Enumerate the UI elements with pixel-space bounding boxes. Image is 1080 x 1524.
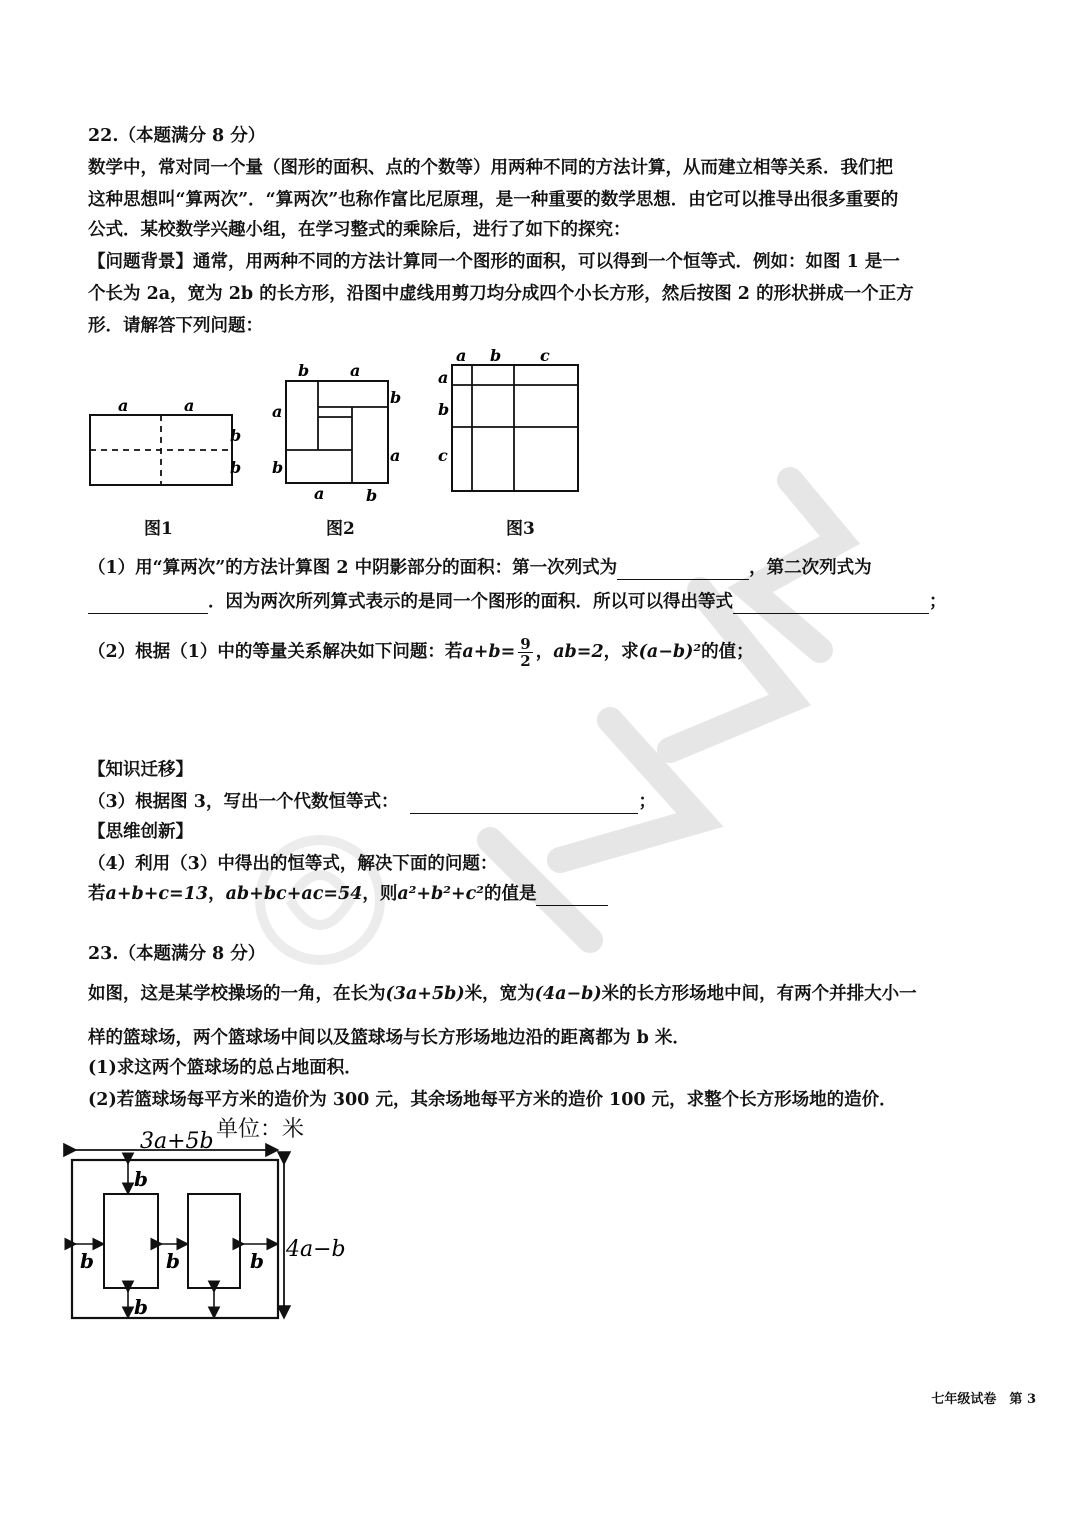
fig3-label-c-left: c [438,446,448,465]
knowledge-transfer-title: 【知识迁移】 [88,760,193,780]
q22-background-line-2: 个长为 2a，宽为 2b 的长方形，沿图中虚线用剪刀均分成四个小长方形，然后按图 2 的形状拼成一个正方 [88,284,914,304]
q23-width-expr: (4a−b) [534,984,602,1004]
q23-b-right: b [250,1249,264,1273]
fig3-label-b-left: b [438,400,450,419]
q22-intro-line-2: 这种思想叫“算两次”．“算两次”也称作富比尼原理，是一种重要的数学思想．由它可以推导出很多重要的 [88,190,899,210]
basketball-court-left [104,1194,158,1288]
q22-part4-expr-sum: a+b+c=13 [105,884,209,904]
q23-field-diagram [60,1120,360,1330]
q22-part2-line [88,636,754,669]
q22-part1-answer-blank-1[interactable] [617,561,749,580]
q23-length-expr: (3a+5b) [385,984,465,1004]
q22-part4-expr-squares: a²+b²+c² [397,884,484,904]
q23-line1-text-c: 米的长方形场地中间，有两个并排大小一 [601,984,917,1004]
q22-part3-answer-blank[interactable] [410,795,638,814]
q22-part4-text-e: 的值是 [483,884,537,904]
q23-b-top: b [134,1167,148,1191]
fig3-label-a-left: a [438,368,449,387]
fig1-label-a-left: a [118,396,129,415]
q22-part2-text-a: （2）根据（1）中的等量关系解决如下问题：若 [88,642,463,662]
fig2-label-a-right: a [390,446,401,465]
q22-part2-expr-product: ab=2 [553,642,604,662]
q22-intro-line-3: 公式．某校数学兴趣小组，在学习整式的乘除后，进行了如下的探究： [88,220,631,240]
fraction-numerator: 9 [520,635,531,653]
fig1-label-a-right: a [184,396,195,415]
q22-part2-expr-sum: a+b= [462,642,516,662]
fraction-denominator: 2 [520,652,531,670]
fig2-label-a-left: a [272,402,283,421]
thinking-innovation-title: 【思维创新】 [88,822,193,842]
figure-2-diagram [272,361,401,505]
q22-part3-text: （3）根据图 3，写出一个代数恒等式： [88,792,399,812]
q22-part4-line2 [88,882,608,906]
q23-line-2: 样的篮球场，两个篮球场中间以及篮球场与长方形场地边沿的距离都为 b 米． [88,1028,690,1048]
q22-part1-answer-blank-2[interactable] [88,595,208,614]
fig2-label-b-left: b [272,458,284,477]
q23-line-1 [88,982,917,1006]
q22-part1-answer-blank-3[interactable] [733,595,929,614]
q22-background-line-3: 形．请解答下列问题： [88,316,263,336]
q22-part4-comma: ， [208,884,226,904]
q22-part1-end: ； [929,592,947,612]
fig2-label-b-bottom: b [366,486,378,505]
q23-line1-text-b: 米，宽为 [464,984,535,1004]
fig1-label-b-top: b [230,426,242,445]
q23-width-label: 3a+5b [140,1129,214,1154]
q22-part4-line1: （4）利用（3）中得出的恒等式，解决下面的问题： [88,854,498,874]
figure-1-caption: 图1 [144,519,173,539]
q22-part2-comma: ， [535,642,554,662]
q23-b-left: b [80,1249,94,1273]
q22-part1-line1 [88,556,872,580]
fig2-label-b-top: b [298,361,310,380]
q22-background-line-1: 【问题背景】通常，用两种不同的方法计算同一个图形的面积，可以得到一个恒等式．例如：如图 1 是一 [88,252,900,272]
q22-part1-line2 [88,590,947,614]
fig2-label-b-right: b [390,388,402,407]
figure-2-caption: 图2 [326,519,355,539]
figure-3-caption: 图3 [506,519,535,539]
fig2-label-a-top: a [350,361,361,380]
q22-part1-text-c: ．因为两次所列算式表示的是同一个图形的面积．所以可以得出等式 [208,592,733,612]
q23-height-label: 4a−b [286,1237,346,1262]
fig1-label-b-bottom: b [230,458,242,477]
q22-part2-text-c: ，求 [603,642,639,662]
page-footer: 七年级试卷 第 3 [931,1392,1036,1407]
q23-header: 23.（本题满分 8 分） [88,944,266,964]
q22-part1-text-b: ，第二次列式为 [749,558,872,578]
q23-b-bottom-left: b [134,1295,148,1319]
basketball-court-right [188,1194,240,1288]
q22-part2-expr-square: (a−b)² [638,642,702,662]
outer-field-rect [72,1160,278,1318]
q22-part4-answer-blank[interactable] [536,887,608,906]
q22-part2-fraction [518,636,532,669]
q22-header: 22.（本题满分 8 分） [88,126,266,146]
fig3-label-c-top: c [540,346,550,365]
figure-1-diagram [90,396,241,485]
q22-part4-text-d: ，则 [362,884,398,904]
q23-part1: (1)求这两个篮球场的总占地面积． [88,1058,362,1078]
fig3-label-b-top: b [490,346,502,365]
fig3-label-a-top: a [456,346,467,365]
q23-part2: (2)若篮球场每平方米的造价为 300 元，其余场地每平方米的造价 100 元，求整个长方形场地的造价． [88,1090,897,1110]
watermark-logo [230,420,930,1000]
q22-part3-end: ； [638,792,656,812]
q22-intro-line-1: 数学中，常对同一个量（图形的面积、点的个数等）用两种不同的方法计算，从而建立相等关系．我们把 [88,158,893,178]
q23-line1-text-a: 如图，这是某学校操场的一角，在长为 [88,984,386,1004]
q23-b-middle: b [166,1249,180,1273]
q22-part2-text-d: 的值； [701,642,754,662]
q22-figures [80,345,600,505]
q22-part4-text-b: 若 [88,884,106,904]
q22-part3-line [88,790,656,814]
fig2-label-a-bottom: a [314,484,325,503]
q22-part1-text-a: （1）用“算两次”的方法计算图 2 中阴影部分的面积：第一次列式为 [88,558,618,578]
figure-3-diagram [438,346,578,491]
q23-unit-label: 单位：米 [216,1117,305,1142]
q22-part4-expr-products: ab+bc+ac=54 [225,884,363,904]
